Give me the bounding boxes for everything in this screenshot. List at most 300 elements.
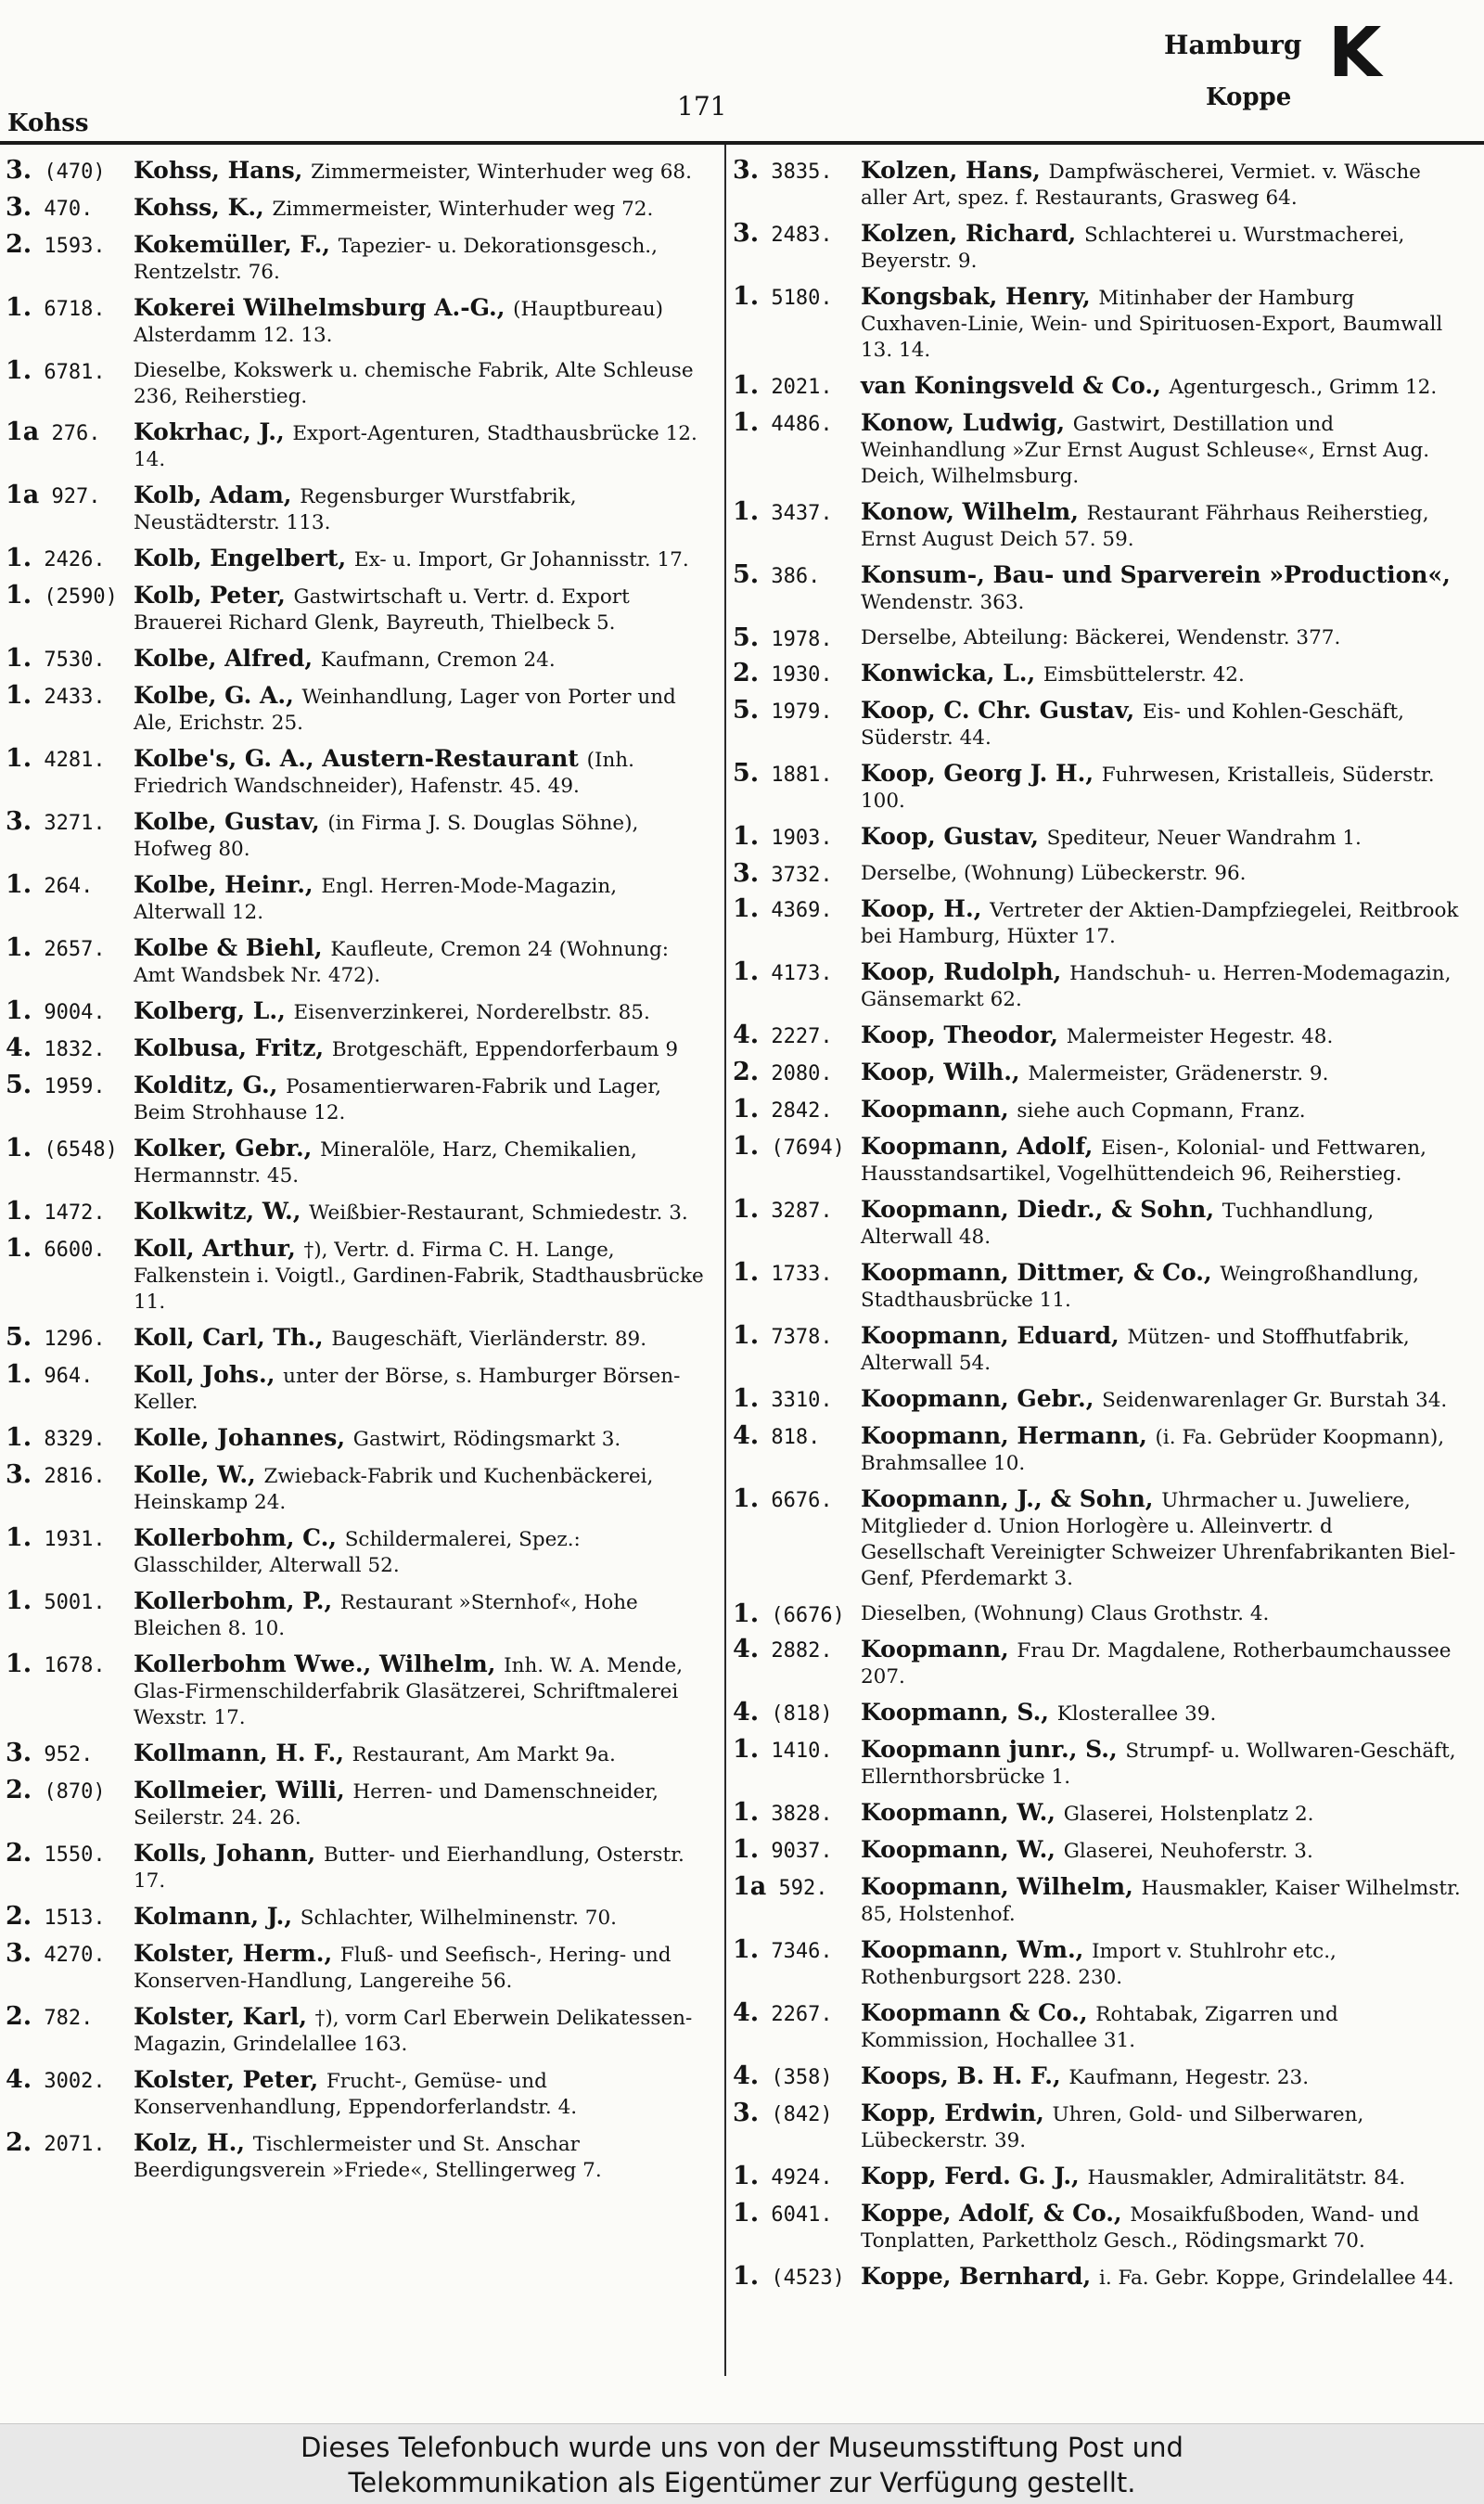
exchange-and-number xyxy=(6,583,118,610)
directory-entry xyxy=(733,2264,1461,2292)
exchange-and-number xyxy=(6,1651,106,1679)
exchange-and-number xyxy=(733,284,833,312)
directory-entry xyxy=(733,499,1461,553)
directory-entry xyxy=(733,1737,1461,1791)
subscriber-name: Kolster, Karl, xyxy=(134,2003,315,2030)
directory-entry xyxy=(733,698,1461,751)
phone-number: 386. xyxy=(759,565,821,588)
directory-entry xyxy=(6,1035,706,1063)
entry-details: Rohtabak, Zigarren und Kommission, Hochallee 31. xyxy=(861,2003,1338,2052)
exchange-code: 5. xyxy=(6,1323,32,1352)
exchange-and-number xyxy=(733,1601,845,1629)
subscriber-name: Koopmann, Diedr., & Sohn, xyxy=(861,1196,1222,1223)
exchange-and-number xyxy=(733,373,833,401)
phone-number: 2433. xyxy=(32,686,106,709)
phone-number: 1733. xyxy=(759,1263,833,1286)
entry-details: Mosaikfußboden, Wand- und Tonplatten, Parkettholz Gesch., Rödingsmarkt 70. xyxy=(861,2203,1420,2253)
directory-entry xyxy=(733,661,1461,688)
subscriber-name: Koll, Johs., xyxy=(134,1361,284,1388)
subscriber-name: van Koningsveld & Co., xyxy=(861,372,1170,399)
phone-number: 6676. xyxy=(759,1489,833,1512)
entry-details: †), vorm Carl Eberwein Delikatessen-Magazin, Grindelallee 163. xyxy=(134,2007,693,2056)
exchange-and-number xyxy=(733,1737,833,1765)
subscriber-name: Koopmann & Co., xyxy=(861,1999,1096,2026)
entry-details: Ex- u. Import, Gr Johannisstr. 17. xyxy=(353,548,689,571)
phone-number: 2080. xyxy=(759,1062,833,1085)
entry-details: Glaserei, Holstenplatz 2. xyxy=(1063,1803,1314,1826)
exchange-code: 2. xyxy=(6,2128,32,2157)
subscriber-name: Kolbe, G. A., xyxy=(134,682,302,709)
exchange-and-number xyxy=(733,562,820,590)
entry-details: Posamentierwaren-Fabrik und Lager, Beim Strohhause 12. xyxy=(134,1075,661,1124)
subscriber-name: Koop, Wilh., xyxy=(861,1059,1029,1085)
exchange-and-number xyxy=(6,1588,106,1616)
directory-entry xyxy=(6,1941,706,1995)
directory-entry xyxy=(6,1136,706,1189)
exchange-and-number xyxy=(733,1260,833,1288)
entry-details: Schildermalerei, Spez.: Glasschilder, Alterwall 52. xyxy=(134,1528,581,1577)
entry-details: Dieselbe, Kokswerk u. chemische Fabrik, Alte Schleuse 236, Reiherstieg. xyxy=(134,359,694,408)
subscriber-name: Kollerbohm, C., xyxy=(134,1524,345,1551)
subscriber-name: Koop, Rudolph, xyxy=(861,958,1070,985)
entry-details: Malermeister, Grädenerstr. 9. xyxy=(1028,1062,1329,1085)
exchange-code: 2. xyxy=(6,2002,32,2031)
phone-number: 9004. xyxy=(32,1001,106,1024)
phone-number: 7378. xyxy=(759,1326,833,1349)
exchange-and-number xyxy=(6,1199,106,1226)
subscriber-name: Koop, C. Chr. Gustav, xyxy=(861,697,1143,724)
section-letter: K xyxy=(1328,13,1382,93)
exchange-and-number xyxy=(733,2201,833,2228)
directory-entry xyxy=(733,959,1461,1013)
entry-details: Engl. Herren-Mode-Magazin, Alterwall 12. xyxy=(134,875,618,924)
exchange-code: 5. xyxy=(733,696,760,725)
directory-entry xyxy=(6,1199,706,1226)
subscriber-name: Koop, H., xyxy=(861,895,991,922)
directory-entry xyxy=(733,2164,1461,2191)
exchange-code: 2. xyxy=(6,230,32,259)
subscriber-name: Koll, Arthur, xyxy=(134,1235,304,1262)
directory-entry xyxy=(6,1462,706,1516)
directory-entry xyxy=(733,1700,1461,1727)
entry-details: Zimmermeister, Winterhuder weg 68. xyxy=(311,161,692,184)
directory-entry xyxy=(733,1323,1461,1377)
entry-details: Import v. Stuhlrohr etc., Rothenburgsort 228. 230. xyxy=(861,1940,1337,1989)
exchange-code: 1. xyxy=(6,996,32,1025)
exchange-code: 1. xyxy=(6,356,32,385)
subscriber-name: Kolz, H., xyxy=(134,2129,253,2156)
exchange-and-number xyxy=(6,1525,106,1553)
phone-number: 264. xyxy=(32,875,94,898)
subscriber-name: Koops, B. H. F., xyxy=(861,2062,1069,2089)
entry-details: Frucht-, Gemüse- und Konservenhandlung, Eppendorferlandstr. 4. xyxy=(134,2070,578,2119)
exchange-and-number xyxy=(733,661,833,688)
subscriber-name: Kolbe, Heinr., xyxy=(134,871,322,898)
exchange-and-number xyxy=(6,2067,106,2095)
subscriber-name: Konow, Wilhelm, xyxy=(861,498,1087,525)
exchange-code: 1. xyxy=(733,1599,760,1628)
exchange-and-number xyxy=(733,1800,833,1828)
directory-entry xyxy=(6,746,706,800)
directory-entry xyxy=(733,896,1461,950)
subscriber-name: Kolbe's, G. A., Austern-Restaurant xyxy=(134,745,587,772)
entry-details: i. Fa. Gebr. Koppe, Grindelallee 44. xyxy=(1098,2266,1454,2290)
entry-details: Handschuh- u. Herren-Modemagazin, Gänsemarkt 62. xyxy=(861,962,1452,1011)
exchange-code: 3. xyxy=(733,219,760,248)
exchange-code: 4. xyxy=(733,1421,760,1450)
exchange-and-number xyxy=(733,499,833,527)
exchange-code: 2. xyxy=(6,1776,32,1804)
exchange-and-number xyxy=(6,1904,106,1932)
phone-number: 1978. xyxy=(759,628,833,651)
exchange-and-number xyxy=(6,809,106,837)
entry-details: Wendenstr. 363. xyxy=(861,591,1025,614)
exchange-and-number xyxy=(733,221,833,249)
entry-details: unter der Börse, s. Hamburger Börsen-Keller. xyxy=(134,1365,681,1414)
phone-number: 1678. xyxy=(32,1654,106,1677)
phone-number: 2071. xyxy=(32,2133,106,2156)
entry-details: Agenturgesch., Grimm 12. xyxy=(1169,376,1438,399)
entry-details: Eisenverzinkerei, Norderelbstr. 85. xyxy=(293,1001,650,1024)
entry-details: Schlachter, Wilhelminenstr. 70. xyxy=(300,1907,617,1930)
exchange-and-number xyxy=(733,761,833,789)
exchange-code: 1. xyxy=(6,933,32,962)
exchange-code: 1. xyxy=(733,1935,760,1964)
entry-details: Malermeister Hegestr. 48. xyxy=(1066,1025,1334,1048)
entry-details: Mineralöle, Harz, Chemikalien, Hermannstr. 45. xyxy=(134,1138,637,1188)
subscriber-name: Koopmann, W., xyxy=(861,1836,1064,1863)
phone-number: 1472. xyxy=(32,1201,106,1225)
exchange-code: 1. xyxy=(6,1423,32,1452)
exchange-code: 3. xyxy=(6,1939,32,1968)
entry-details: Tuchhandlung, Alterwall 48. xyxy=(861,1200,1375,1249)
entry-details: Baugeschäft, Vierländerstr. 89. xyxy=(331,1328,647,1351)
phone-number: 1903. xyxy=(759,827,833,850)
phone-number: (6676) xyxy=(759,1604,845,1627)
exchange-code: 1. xyxy=(733,371,760,400)
exchange-and-number xyxy=(733,1486,833,1514)
subscriber-name: Kolster, Peter, xyxy=(134,2066,326,2093)
exchange-and-number xyxy=(6,358,106,386)
exchange-code: 1. xyxy=(6,1197,32,1226)
exchange-and-number xyxy=(733,625,833,653)
directory-entry xyxy=(6,809,706,863)
exchange-and-number xyxy=(733,158,833,186)
directory-entry xyxy=(6,935,706,989)
entry-details: (i. Fa. Gebrüder Koopmann), Brahmsallee 10. xyxy=(861,1426,1445,1475)
directory-entry xyxy=(6,1904,706,1932)
directory-entry xyxy=(6,1651,706,1731)
phone-number: 3835. xyxy=(759,161,833,184)
exchange-and-number xyxy=(733,1637,833,1664)
directory-entry xyxy=(733,158,1461,212)
phone-number: (842) xyxy=(759,2103,833,2126)
exchange-code: 3. xyxy=(6,807,32,836)
entry-details: Derselbe, Abteilung: Bäckerei, Wendenstr. 377. xyxy=(861,626,1341,649)
exchange-code: 4. xyxy=(733,1698,760,1727)
directory-entry xyxy=(6,2004,706,2058)
subscriber-name: Kolbusa, Fritz, xyxy=(134,1034,332,1061)
phone-number: 1832. xyxy=(32,1038,106,1061)
subscriber-name: Kokerei Wilhelmsburg A.-G., xyxy=(134,294,514,321)
entry-details: Eisen-, Kolonial- und Fettwaren, Hausstandsartikel, Vogelhüttendeich 96, Reiherstieg. xyxy=(861,1136,1426,1186)
exchange-code: 1. xyxy=(6,1360,32,1389)
exchange-code: 1. xyxy=(6,1650,32,1678)
exchange-and-number xyxy=(6,683,106,711)
subscriber-name: Kolle, W., xyxy=(134,1461,264,1488)
exchange-and-number xyxy=(6,295,106,323)
subscriber-name: Kopp, Ferd. G. J., xyxy=(861,2163,1088,2189)
directory-entry xyxy=(733,1601,1461,1627)
phone-number: (7694) xyxy=(759,1136,845,1160)
subscriber-name: Koopmann, S., xyxy=(861,1699,1057,1726)
entry-details: Gastwirtschaft u. Vertr. d. Export Brauerei Richard Glenk, Bayreuth, Thielbeck 5. xyxy=(134,585,630,635)
directory-entry xyxy=(733,1386,1461,1414)
exchange-code: 1. xyxy=(6,744,32,773)
left-column xyxy=(6,158,706,2193)
entry-details: Mützen- und Stoffhutfabrik, Alterwall 54. xyxy=(861,1326,1410,1375)
exchange-code: 1. xyxy=(733,894,760,923)
directory-entry xyxy=(733,1197,1461,1251)
phone-number: 2816. xyxy=(32,1465,106,1488)
entry-details: (Hauptbureau) Alsterdamm 12. 13. xyxy=(134,298,664,347)
exchange-code: 1. xyxy=(733,1321,760,1350)
exchange-and-number xyxy=(6,1462,106,1490)
exchange-code: 1. xyxy=(6,1234,32,1263)
exchange-code: 1. xyxy=(733,1258,760,1287)
phone-number: 2227. xyxy=(759,1025,833,1048)
exchange-code: 1. xyxy=(733,2199,760,2228)
phone-number: 592. xyxy=(766,1877,828,1900)
entry-details: Frau Dr. Magdalene, Rotherbaumchaussee 207. xyxy=(861,1639,1452,1689)
entry-details: Weinhandlung, Lager von Porter und Ale, Erichstr. 25. xyxy=(134,686,676,735)
footer-notice xyxy=(0,2423,1484,2504)
exchange-and-number xyxy=(6,419,101,447)
exchange-code: 5. xyxy=(733,759,760,788)
directory-entry xyxy=(6,998,706,1026)
subscriber-name: Koppe, Bernhard, xyxy=(861,2263,1099,2290)
exchange-and-number xyxy=(733,1837,833,1865)
exchange-and-number xyxy=(733,410,833,438)
exchange-and-number xyxy=(6,1325,106,1353)
directory-entry xyxy=(6,358,706,410)
directory-entry xyxy=(733,1800,1461,1828)
directory-entry xyxy=(733,221,1461,275)
exchange-code: 1. xyxy=(733,957,760,986)
directory-entry xyxy=(733,2000,1461,2054)
directory-entry xyxy=(733,2063,1461,2091)
entry-details: Gastwirt, Destillation und Weinhandlung »Zur Ernst August Schleuse«, Ernst Aug. Deich, Wilhelmsburg. xyxy=(861,413,1430,488)
entry-details: Derselbe, (Wohnung) Lübeckerstr. 96. xyxy=(861,862,1247,885)
directory-entry xyxy=(6,1778,706,1831)
exchange-code: 1. xyxy=(6,644,32,673)
exchange-and-number xyxy=(6,1425,106,1453)
phone-number: 3271. xyxy=(32,812,106,835)
directory-entry xyxy=(733,1937,1461,1991)
entry-details: Eis- und Kohlen-Geschäft, Süderstr. 44. xyxy=(861,700,1404,750)
directory-entry xyxy=(6,1841,706,1894)
exchange-and-number xyxy=(6,1236,106,1264)
exchange-code: 4. xyxy=(6,2065,32,2094)
directory-entry xyxy=(6,1425,706,1453)
exchange-code: 4. xyxy=(733,1635,760,1663)
directory-entry xyxy=(6,1072,706,1126)
exchange-and-number xyxy=(733,2063,833,2091)
entry-details: Klosterallee 39. xyxy=(1056,1702,1217,1726)
subscriber-name: Kongsbak, Henry, xyxy=(861,283,1099,310)
phone-number: 8329. xyxy=(32,1428,106,1451)
directory-entry xyxy=(6,1362,706,1416)
phone-number: 1550. xyxy=(32,1843,106,1867)
exchange-code: 1. xyxy=(6,1523,32,1552)
exchange-code: 3. xyxy=(6,193,32,222)
entry-details: Gastwirt, Rödingsmarkt 3. xyxy=(352,1428,621,1451)
exchange-code: 1. xyxy=(6,681,32,710)
subscriber-name: Kolzen, Hans, xyxy=(861,157,1049,184)
directory-entry xyxy=(6,158,706,186)
entry-details: Weißbier-Restaurant, Schmiedestr. 3. xyxy=(309,1201,688,1225)
phone-number: 9037. xyxy=(759,1840,833,1863)
exchange-and-number xyxy=(733,1937,833,1965)
exchange-code: 4. xyxy=(733,1998,760,2027)
phone-number: 818. xyxy=(759,1426,821,1449)
subscriber-name: Kohss, K., xyxy=(134,194,273,221)
subscriber-name: Koopmann, Gebr., xyxy=(861,1385,1103,1412)
footer-line-2: Telekommunikation als Eigentümer zur Verfügung gestellt. xyxy=(348,2467,1136,2498)
phone-number: 7530. xyxy=(32,648,106,672)
exchange-code: 4. xyxy=(733,1021,760,1049)
phone-number: 1513. xyxy=(32,1907,106,1930)
subscriber-name: Kolbe, Alfred, xyxy=(134,645,321,672)
phone-number: 4369. xyxy=(759,899,833,922)
running-head-right: Koppe xyxy=(1206,83,1292,111)
exchange-code: 4. xyxy=(6,1034,32,1062)
entry-details: Seidenwarenlager Gr. Burstah 34. xyxy=(1102,1389,1448,1412)
exchange-code: 2. xyxy=(733,659,760,687)
subscriber-name: Kohss, Hans, xyxy=(134,157,312,184)
phone-number: 4281. xyxy=(32,749,106,772)
exchange-and-number xyxy=(733,1059,833,1087)
exchange-and-number xyxy=(733,824,833,852)
subscriber-name: Kolker, Gebr., xyxy=(134,1135,321,1162)
entry-details: Vertreter der Aktien-Dampfziegelei, Reitbrook bei Hamburg, Hüxter 17. xyxy=(861,899,1459,948)
subscriber-name: Koopmann, Adolf, xyxy=(861,1133,1102,1160)
phone-number: 2426. xyxy=(32,548,106,571)
entry-details: Mitinhaber der Hamburg Cuxhaven-Linie, Wein- und Spirituosen-Export, Baumwall 13. 14. xyxy=(861,287,1443,362)
phone-number: (818) xyxy=(759,1702,833,1726)
directory-entry xyxy=(6,295,706,349)
subscriber-name: Kolls, Johann, xyxy=(134,1840,324,1867)
exchange-and-number xyxy=(733,1386,833,1414)
entry-details: Uhren, Gold- und Silberwaren, Lübeckerstr. 39. xyxy=(861,2103,1364,2152)
exchange-code: 1. xyxy=(733,497,760,526)
entry-details: Restaurant, Am Markt 9a. xyxy=(352,1743,616,1766)
exchange-and-number xyxy=(6,232,106,260)
exchange-and-number xyxy=(733,1323,833,1351)
directory-entry xyxy=(733,2201,1461,2254)
directory-entry xyxy=(6,1525,706,1579)
exchange-and-number xyxy=(733,896,833,924)
entry-details: (in Firma J. S. Douglas Söhne), Hofweg 80. xyxy=(134,812,639,861)
directory-entry xyxy=(6,482,706,536)
subscriber-name: Kolb, Engelbert, xyxy=(134,545,354,571)
exchange-code: 1a xyxy=(6,481,40,509)
phone-number: 1931. xyxy=(32,1528,106,1551)
exchange-code: 1a xyxy=(733,1872,767,1901)
subscriber-name: Koopmann, xyxy=(861,1096,1017,1123)
entry-details: †), Vertr. d. Firma C. H. Lange, Falkenstein i. Voigtl., Gardinen-Fabrik, Stadthausbrücke 11. xyxy=(134,1239,704,1314)
entry-details: Inh. W. A. Mende, Glas-Firmenschilderfabrik Glasätzerei, Schriftmalerei Wexstr. 17. xyxy=(134,1654,684,1729)
exchange-and-number xyxy=(6,195,93,223)
phone-number: (870) xyxy=(32,1780,106,1804)
running-head-city: Hamburg xyxy=(1164,30,1302,60)
subscriber-name: Koopmann, J., & Sohn, xyxy=(861,1485,1162,1512)
entry-details: Tischlermeister und St. Anschar Beerdigungsverein »Friede«, Stellingerweg 7. xyxy=(134,2133,602,2182)
directory-entry xyxy=(6,419,706,473)
phone-number: 2842. xyxy=(759,1099,833,1123)
subscriber-name: Koopmann junr., S., xyxy=(861,1736,1126,1763)
subscriber-name: Kollerbohm Wwe., Wilhelm, xyxy=(134,1650,505,1677)
directory-entry xyxy=(6,872,706,926)
exchange-code: 1. xyxy=(6,544,32,572)
running-head-left: Kohss xyxy=(7,109,89,137)
entry-details: Eimsbüttelerstr. 42. xyxy=(1043,663,1245,687)
phone-number: 1959. xyxy=(32,1075,106,1098)
subscriber-name: Koopmann, Wm., xyxy=(861,1936,1093,1963)
exchange-and-number xyxy=(6,746,106,774)
entry-details: Dieselben, (Wohnung) Claus Grothstr. 4. xyxy=(861,1602,1270,1625)
directory-entry xyxy=(733,562,1461,616)
directory-entry xyxy=(6,683,706,737)
exchange-code: 1. xyxy=(733,1484,760,1513)
subscriber-name: Kolster, Herm., xyxy=(134,1940,340,1967)
entry-details: siehe auch Copmann, Franz. xyxy=(1017,1099,1306,1123)
entry-details: (Inh. Friedrich Wandschneider), Hafenstr. 45. 49. xyxy=(134,749,634,798)
exchange-code: 3. xyxy=(733,2099,760,2127)
exchange-and-number xyxy=(733,861,833,889)
exchange-code: 3. xyxy=(6,156,32,185)
phone-number: 3437. xyxy=(759,502,833,525)
entry-details: Restaurant »Sternhof«, Hohe Bleichen 8. 10. xyxy=(134,1591,638,1640)
subscriber-name: Kolkwitz, W., xyxy=(134,1198,310,1225)
exchange-code: 3. xyxy=(6,1460,32,1489)
exchange-code: 1. xyxy=(6,293,32,322)
entry-details: Herren- und Damenschneider, Seilerstr. 24. 26. xyxy=(134,1780,659,1830)
subscriber-name: Kolle, Johannes, xyxy=(134,1424,353,1451)
phone-number: 6781. xyxy=(32,361,106,384)
phone-number: 3732. xyxy=(759,864,833,887)
phone-number: 4270. xyxy=(32,1944,106,1967)
directory-entry xyxy=(6,195,706,223)
phone-number: 2267. xyxy=(759,2003,833,2026)
exchange-and-number xyxy=(733,1022,833,1050)
phone-number: 3287. xyxy=(759,1200,833,1223)
entry-details: Glaserei, Neuhoferstr. 3. xyxy=(1063,1840,1313,1863)
directory-entry xyxy=(733,1134,1461,1188)
phone-number: 6041. xyxy=(759,2203,833,2227)
entry-details: Zwieback-Fabrik und Kuchenbäckerei, Heinskamp 24. xyxy=(134,1465,654,1514)
exchange-and-number xyxy=(733,1197,833,1225)
subscriber-name: Konsum-, Bau- und Sparverein »Production«, xyxy=(861,561,1451,588)
page-number: 171 xyxy=(677,91,727,122)
exchange-code: 5. xyxy=(733,623,760,652)
subscriber-name: Koopmann, Hermann, xyxy=(861,1422,1156,1449)
subscriber-name: Kolberg, L., xyxy=(134,997,294,1024)
exchange-code: 3. xyxy=(733,859,760,888)
subscriber-name: Koopmann, Eduard, xyxy=(861,1322,1128,1349)
phone-number: (2590) xyxy=(32,585,118,609)
entry-details: Fuhrwesen, Kristalleis, Süderstr. 100. xyxy=(861,764,1435,813)
